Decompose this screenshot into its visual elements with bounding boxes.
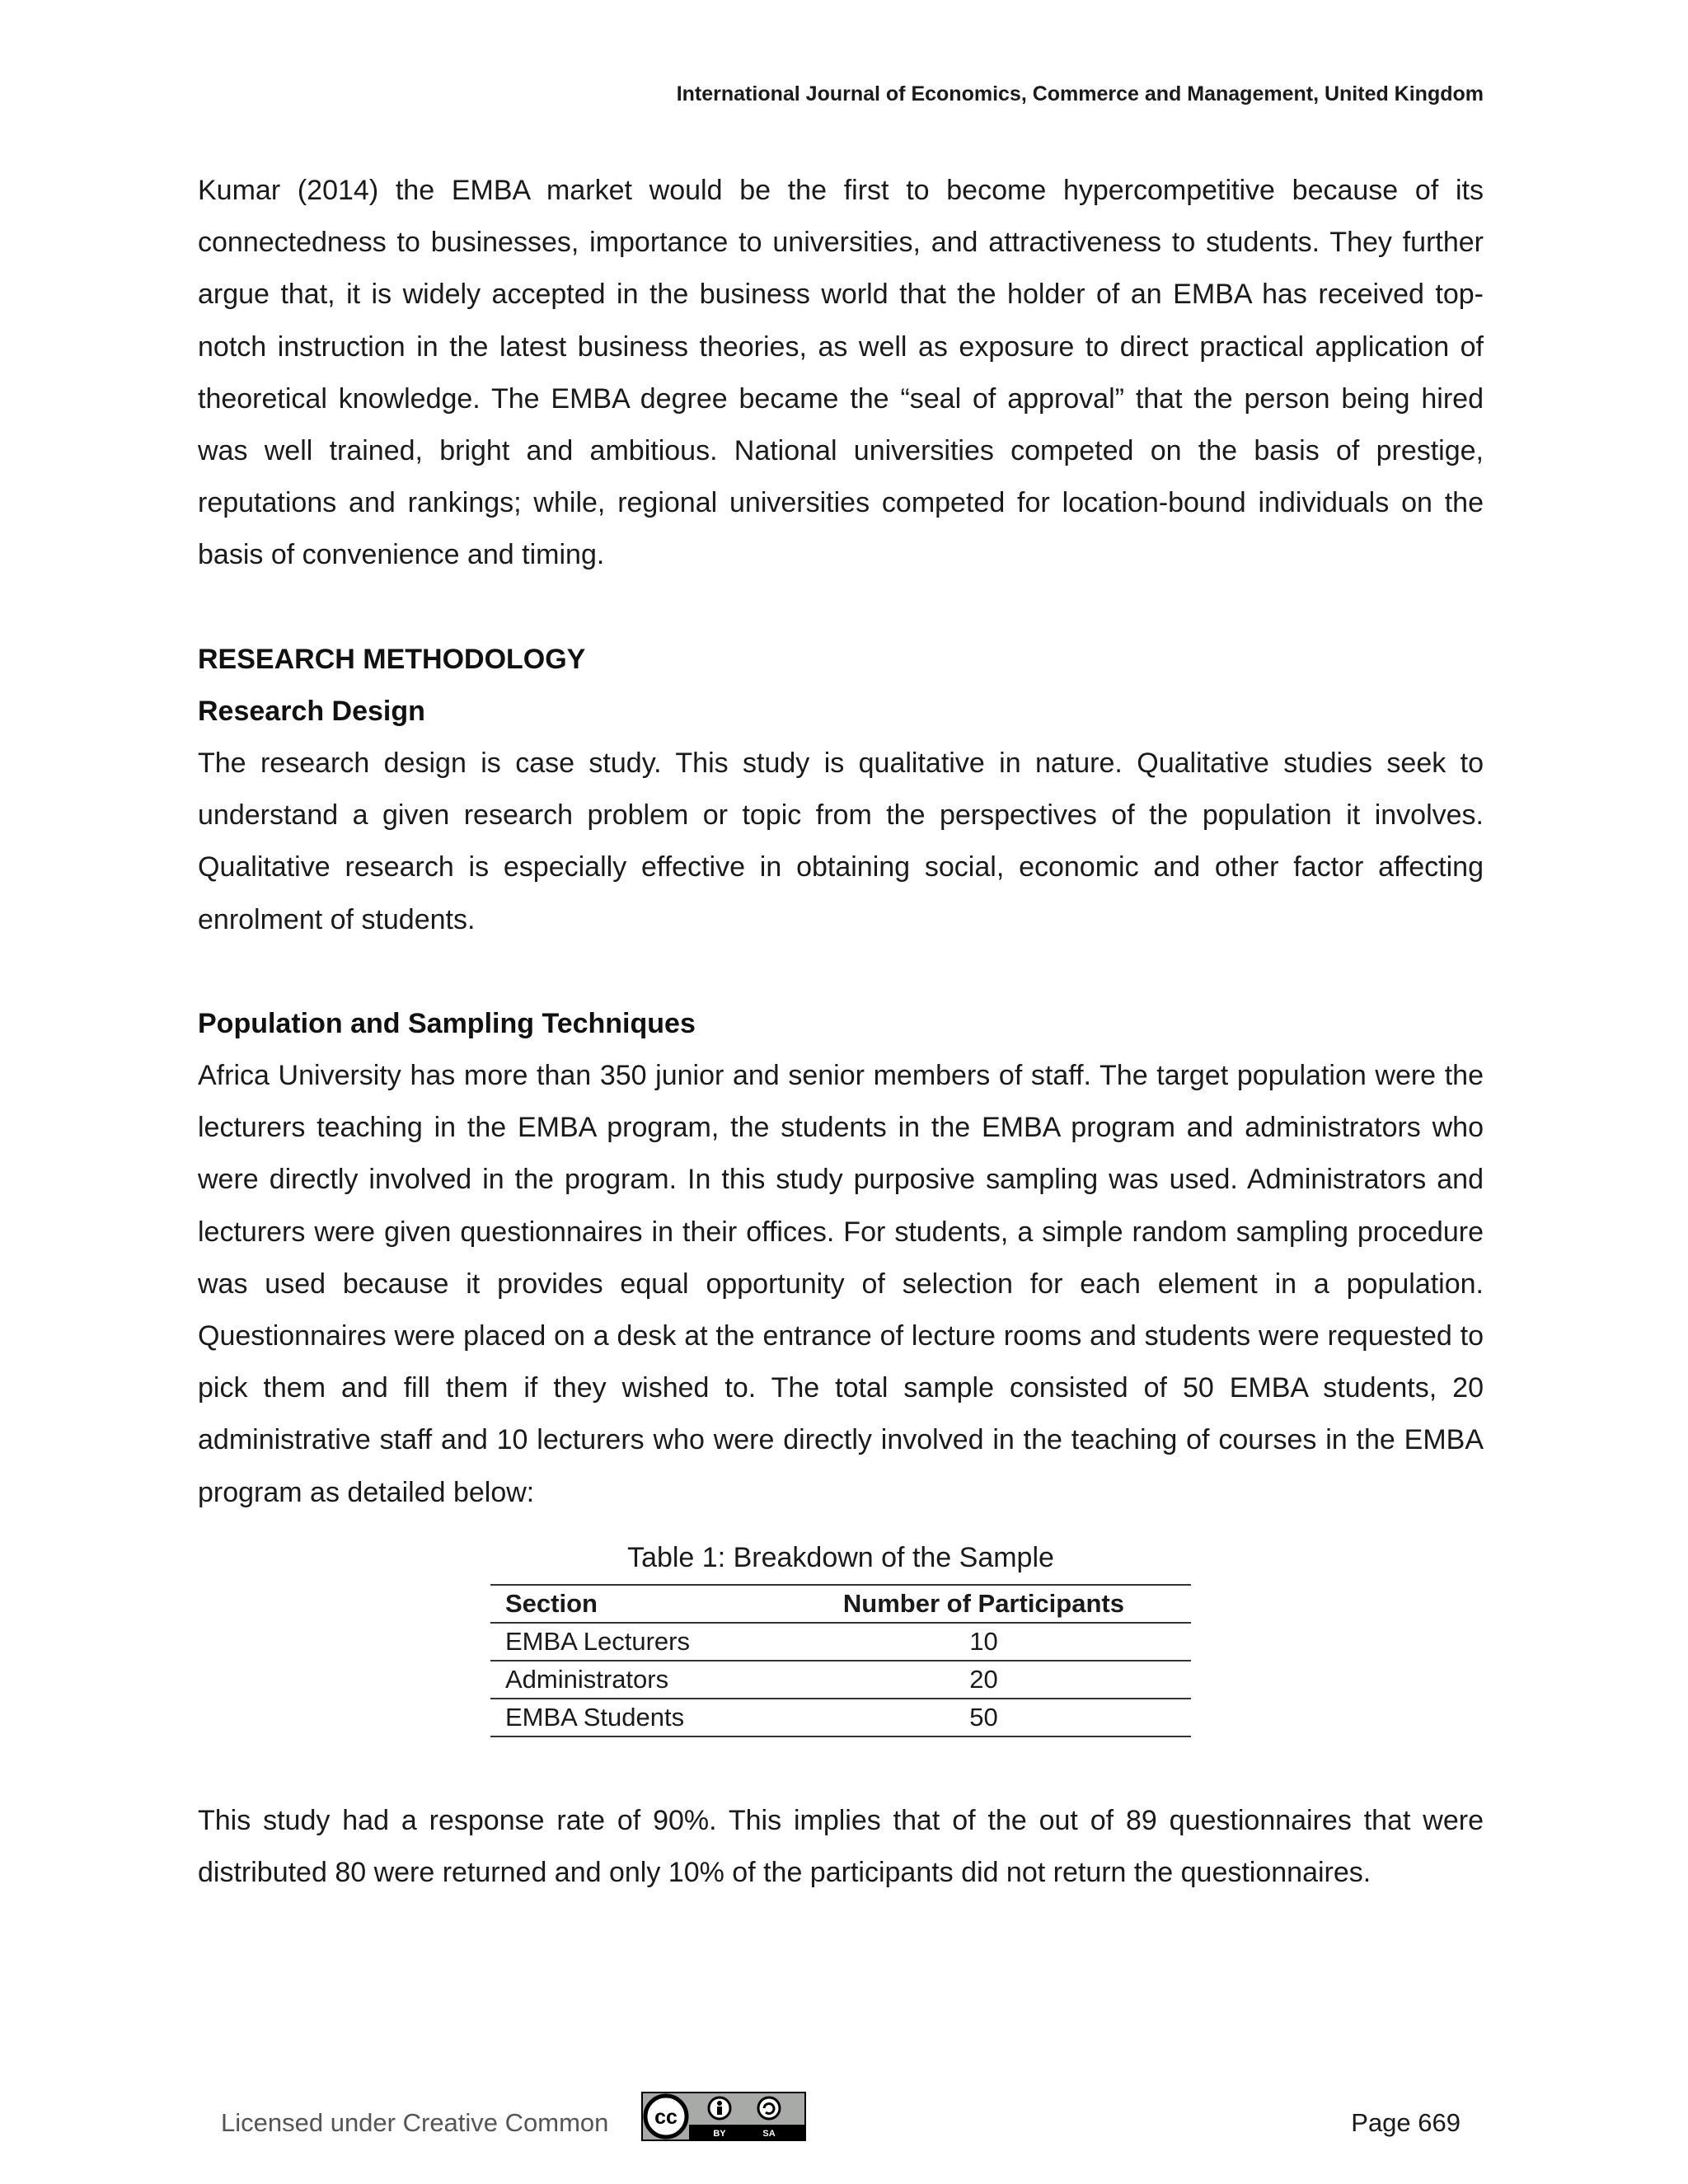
share-alike-icon	[758, 2097, 780, 2119]
paragraph-population: Africa University has more than 350 junior and senior members of staff. The target population were the lecturers teaching in the EMBA program, the students in the EMBA program and administrators who were directly involved in the program. In this study purposive sampling was used. Administrators and lecturers were given questionnaires in their offices. For students, a simple random sampling procedure was used because it provides equal opportunity of selection for each element in a population. Questionnaires were placed on a desk at the entrance of lecture rooms and students were requested to pick them and fill them if they wished to. The total sample consisted of 50 EMBA students, 20 administrative staff and 10 lecturers who were directly involved in the teaching of courses in the EMBA program as detailed below:	[198, 1060, 1484, 1508]
spacer	[198, 1737, 1484, 1795]
row-section: EMBA Students	[490, 1699, 776, 1736]
table-caption: Table 1: Breakdown of the Sample	[627, 1541, 1054, 1573]
page-footer	[221, 2092, 1461, 2141]
cc-letters: cc	[654, 2106, 678, 2129]
badge-by-label: BY	[713, 2129, 726, 2139]
header-section: Section	[490, 1585, 776, 1623]
attribution-body	[717, 2107, 722, 2115]
row-section: Administrators	[490, 1661, 776, 1699]
table-header-row	[490, 1585, 1191, 1623]
subheading-research-design: Research Design	[198, 695, 425, 727]
table-row	[490, 1699, 1191, 1736]
cc-by-sa-icon	[641, 2092, 806, 2141]
attribution-head	[717, 2101, 722, 2106]
row-count: 20	[776, 1661, 1191, 1699]
subheading-population: Population and Sampling Techniques	[198, 1007, 696, 1039]
spacer	[198, 946, 1484, 998]
section-heading: RESEARCH METHODOLOGY	[198, 643, 586, 675]
row-section: EMBA Lecturers	[490, 1623, 776, 1661]
row-count: 10	[776, 1623, 1191, 1661]
license-text: Licensed under Creative Common	[221, 2108, 609, 2137]
paragraph-kumar: Kumar (2014) the EMBA market would be the first to become hypercompetitive because of its connectedness to businesses, importance to universities, and attractiveness to students. They further argue that, it is widely accepted in the business world that the holder of an EMBA has received top-notch instruction in the latest business theories, as well as exposure to direct practical application of theoretical knowledge. The EMBA degree became the “seal of approval” that the person being hired was well trained, bright and ambitious. National universities competed on the basis of prestige, reputations and rankings; while, regional universities competed for location-bound individuals on the basis of convenience and timing.	[198, 175, 1484, 571]
table-row	[490, 1661, 1191, 1699]
page-content	[198, 165, 1484, 1899]
spacer	[198, 582, 1484, 634]
page-number: Page 669	[1351, 2108, 1461, 2137]
paragraph-research-design: The research design is case study. This study is qualitative in nature. Qualitative studies seek to understand a given research problem or topic from the perspectives of the population it involves. Qualitative research is especially effective in obtaining social, economic and other factor affecting enrolment of students.	[198, 748, 1484, 935]
row-count: 50	[776, 1699, 1191, 1736]
paragraph-response-rate: This study had a response rate of 90%. This implies that of the out of 89 questionnaires that were distributed 80 were returned and only 10% of the participants did not return the questionnaires.	[198, 1804, 1484, 1889]
table-row	[490, 1623, 1191, 1661]
badge-lower-band	[689, 2125, 804, 2139]
badge-sa-label: SA	[762, 2129, 776, 2139]
header-participants: Number of Participants	[776, 1585, 1191, 1623]
sample-table	[490, 1584, 1191, 1737]
journal-header: International Journal of Economics, Commerce and Management, United Kingdom	[676, 82, 1484, 105]
